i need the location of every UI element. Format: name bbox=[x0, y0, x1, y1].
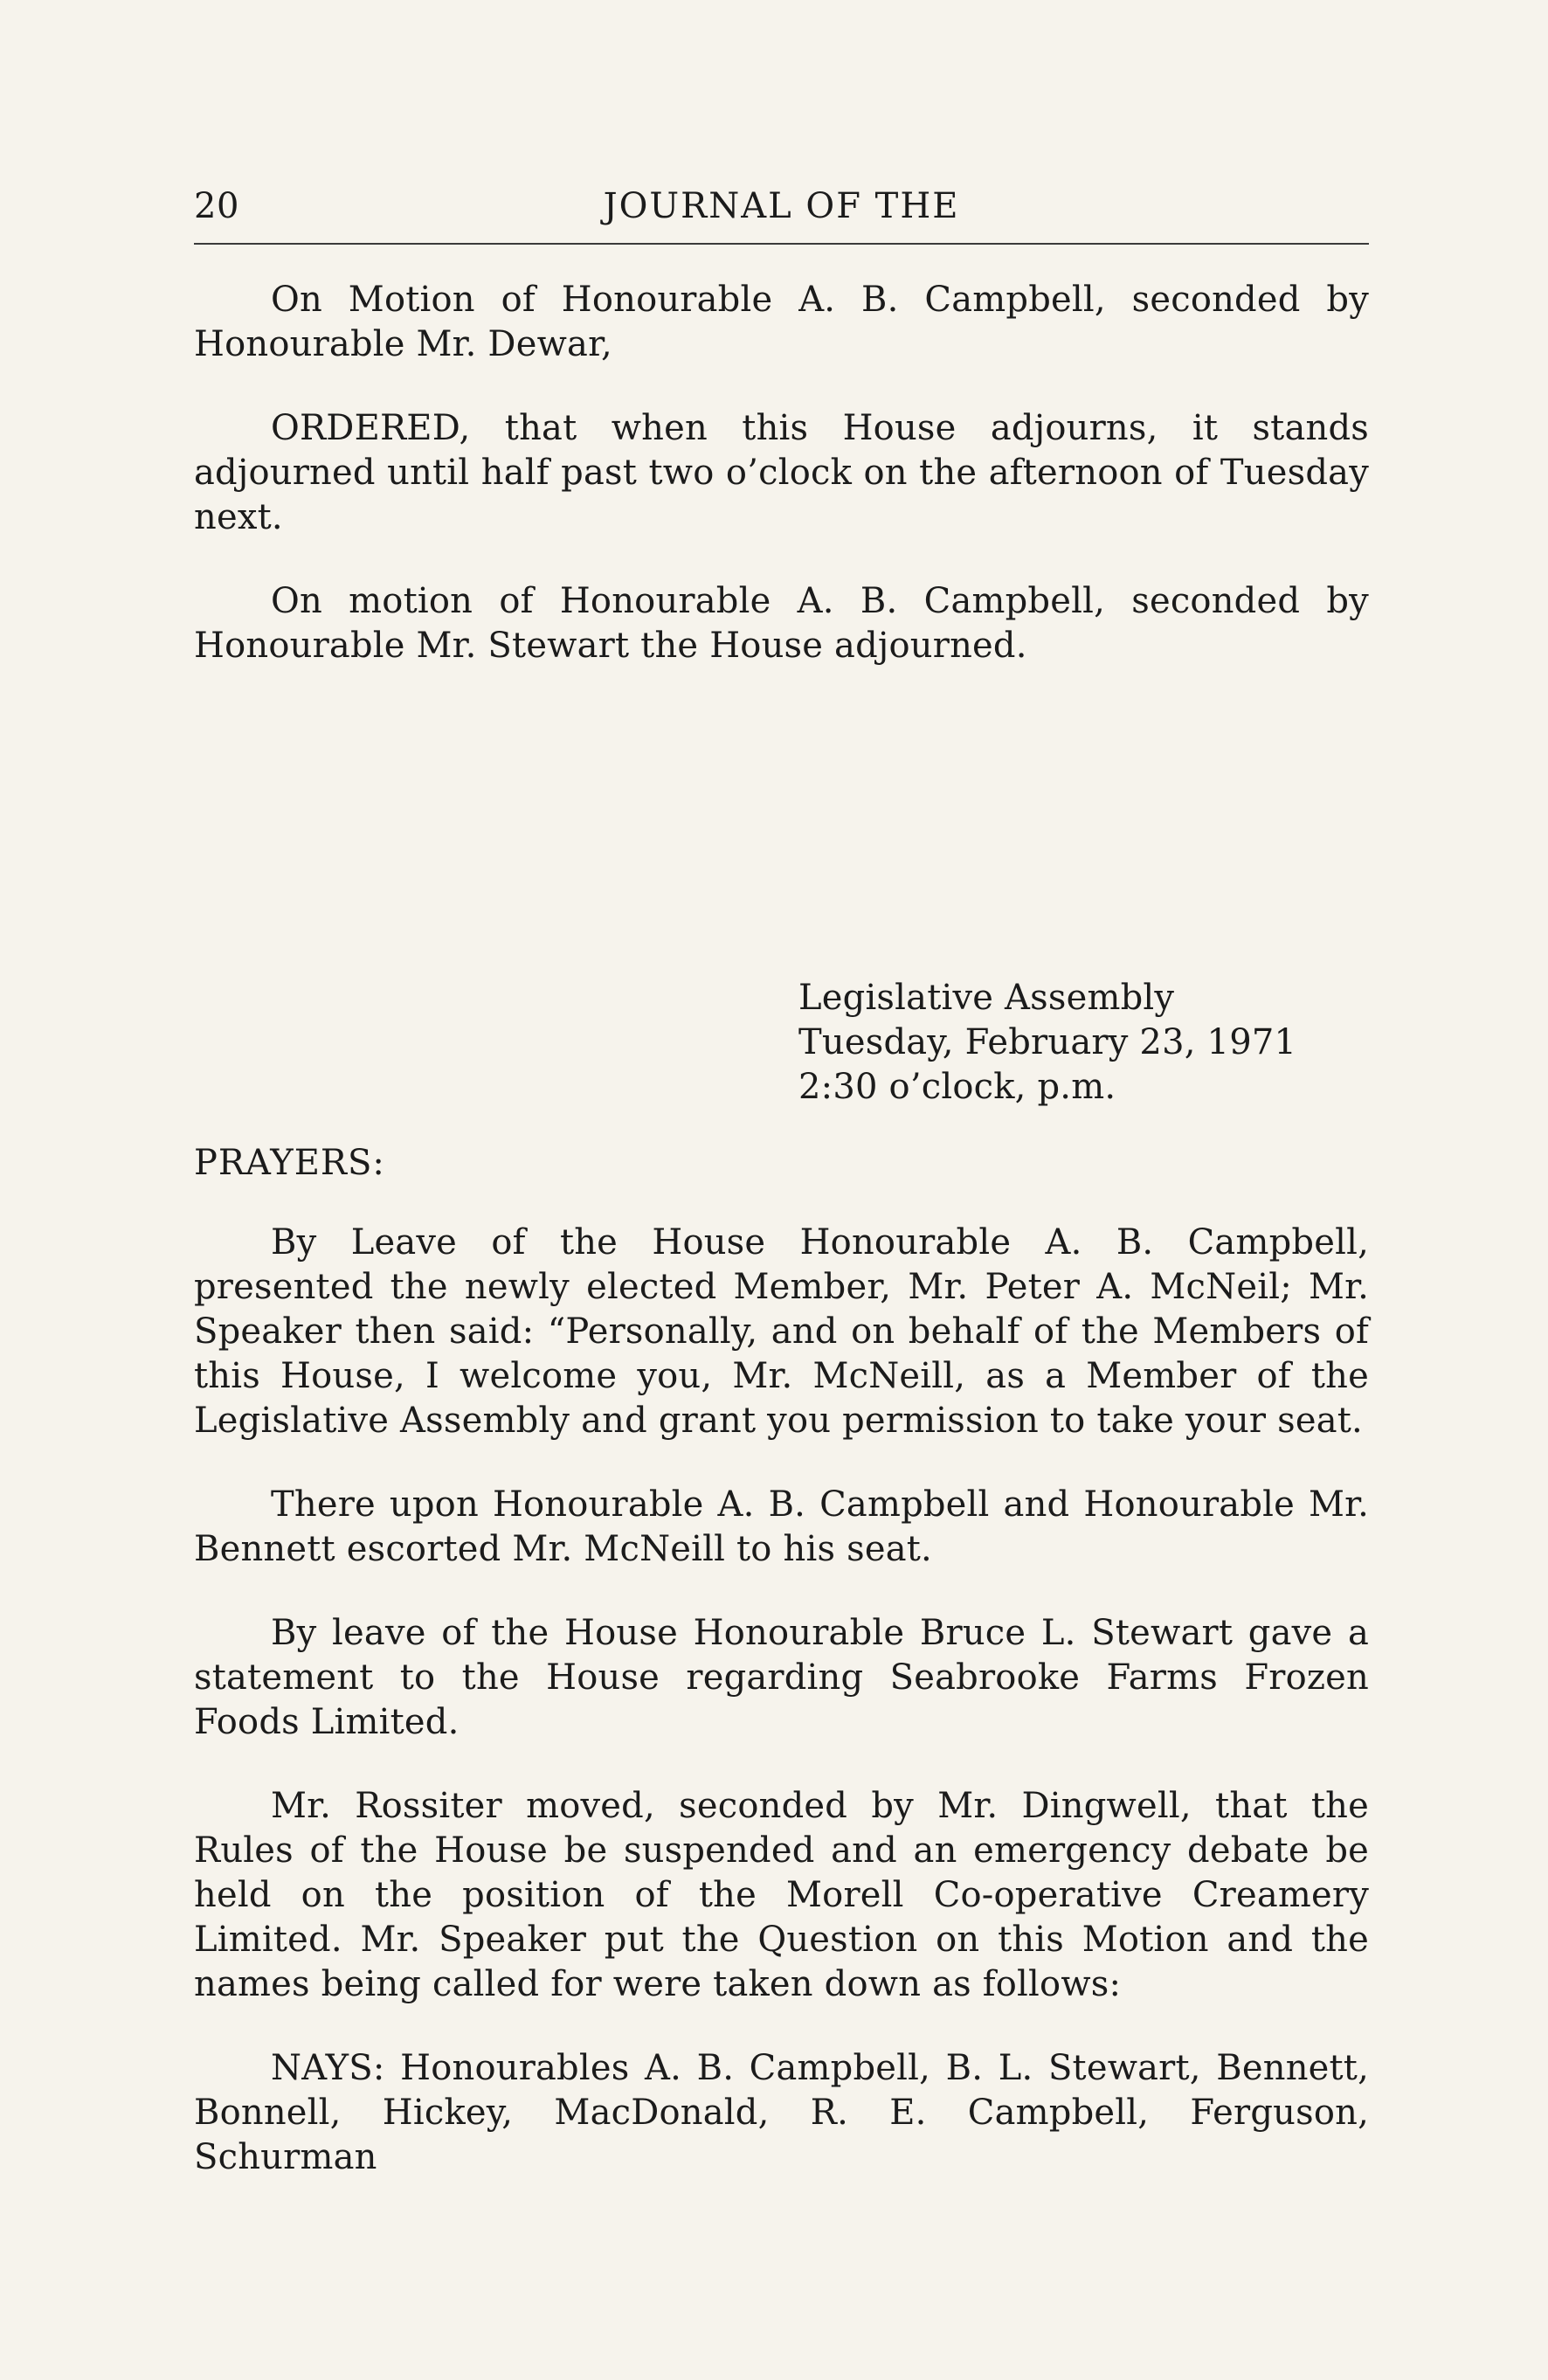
sitting-time: 2:30 o’clock, p.m. bbox=[798, 1067, 1116, 1107]
nays-paragraph: NAYS: Honourables A. B. Campbell, B. L. Stewart, Bennett, Bonnell, Hickey, MacDonald, R. E. Campbell, Ferguson, Schurman bbox=[194, 2048, 1369, 2177]
new-member-paragraph: By Leave of the House Honourable A. B. Campbell, presented the newly elected Member, Mr. Peter A. McNeil; Mr. Speaker then said: “Personally, and on behalf of the Members of this House, I welcome you, Mr. McNeill, as a Member of the Legislative Assembly and grant you permission to take your seat. bbox=[194, 1222, 1369, 1441]
running-head: JOURNAL OF THE bbox=[603, 186, 960, 226]
sitting-heading bbox=[798, 976, 1369, 1110]
statement-paragraph: By leave of the House Honourable Bruce L. Stewart gave a statement to the House regarding Seabrooke Farms Frozen Foods Limited. bbox=[194, 1613, 1369, 1742]
prayers-heading: PRAYERS: bbox=[194, 1143, 385, 1183]
adjournment-paragraph: On motion of Honourable A. B. Campbell, seconded by Honourable Mr. Stewart the House adjourned. bbox=[194, 581, 1369, 666]
page-number: 20 bbox=[194, 186, 239, 226]
sitting-date: Tuesday, February 23, 1971 bbox=[798, 1022, 1297, 1062]
emergency-debate-paragraph: Mr. Rossiter moved, seconded by Mr. Dingwell, that the Rules of the House be suspended and an emergency debate be held on the position of the Morell Co-operative Creamery Limited. Mr. Speaker put the Question on this Motion and the names being called for were taken down as follows: bbox=[194, 1786, 1369, 2004]
escort-paragraph: There upon Honourable A. B. Campbell and Honourable Mr. Bennett escorted Mr. McNeill to his seat. bbox=[194, 1484, 1369, 1569]
sitting-body: Legislative Assembly bbox=[798, 978, 1175, 1018]
header-rule bbox=[194, 243, 1369, 245]
motion-paragraph: On Motion of Honourable A. B. Campbell, seconded by Honourable Mr. Dewar, bbox=[194, 280, 1369, 364]
page-header bbox=[194, 182, 1369, 243]
journal-body bbox=[194, 278, 1369, 2180]
ordered-paragraph: ORDERED, that when this House adjourns, it stands adjourned until half past two o’clock on the afternoon of Tuesday next. bbox=[194, 408, 1369, 537]
